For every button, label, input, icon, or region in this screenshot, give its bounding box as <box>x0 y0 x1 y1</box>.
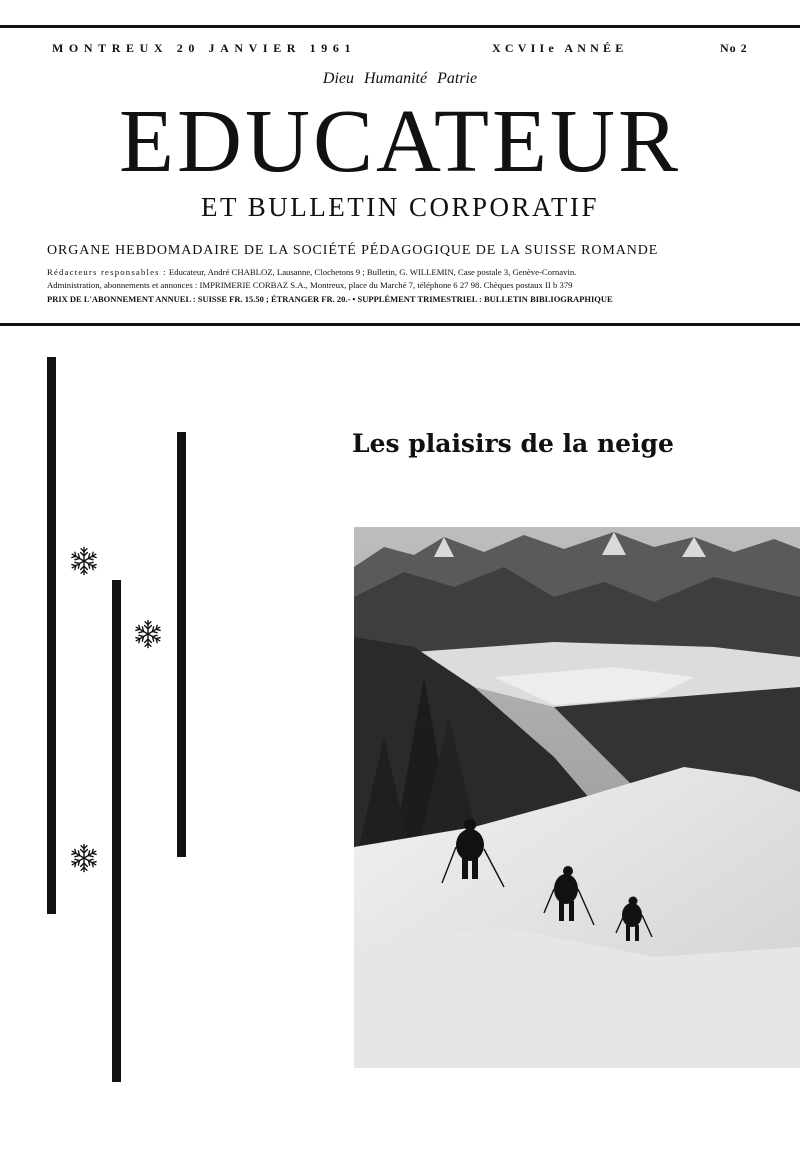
snowflake-icon <box>131 617 165 651</box>
administration-line: Administration, abonnements et annonces : IMPRIMERIE CORBAZ S.A., Montreux, place du Marché 7, téléphone 6 27 98. Chèques postaux II b 379 <box>47 280 573 290</box>
bottom-rule <box>0 323 800 326</box>
ski-photo <box>354 527 800 1068</box>
issue-number: No 2 <box>720 41 748 55</box>
subscription-line: PRIX DE L'ABONNEMENT ANNUEL : SUISSE FR. 15.50 ; ÉTRANGER FR. 20.- • SUPPLÉMENT TRIMESTRIEL : BULLETIN BIBLIOGRAPHIQUE <box>47 294 613 304</box>
volume-year: XCVIIe ANNÉE <box>492 41 628 55</box>
editors-text: Educateur, André CHABLOZ, Lausanne, Clochetons 9 ; Bulletin, G. WILLEMIN, Case postale 3, Genève-Cornavin. <box>168 267 577 277</box>
editors-line <box>47 267 757 277</box>
top-rule <box>0 25 800 28</box>
organ-statement: ORGANE HEBDOMADAIRE DE LA SOCIÉTÉ PÉDAGOGIQUE DE LA SUISSE ROMANDE <box>47 243 659 258</box>
decorative-bar <box>112 580 121 1082</box>
snowflake-icon <box>67 841 101 875</box>
issue-date: MONTREUX 20 JANVIER 1961 <box>52 41 357 55</box>
publication-subtitle: ET BULLETIN CORPORATIF <box>200 192 599 222</box>
motto: Dieu Humanité Patrie <box>322 70 478 87</box>
article-headline: Les plaisirs de la neige <box>352 429 674 458</box>
decorative-bar <box>47 357 56 914</box>
snowflake-icon <box>67 544 101 578</box>
publication-title: EDUCATEUR <box>119 92 681 191</box>
decorative-bar <box>177 432 186 857</box>
masthead-info-line <box>0 41 800 61</box>
editors-label: Rédacteurs responsables : <box>47 267 167 277</box>
